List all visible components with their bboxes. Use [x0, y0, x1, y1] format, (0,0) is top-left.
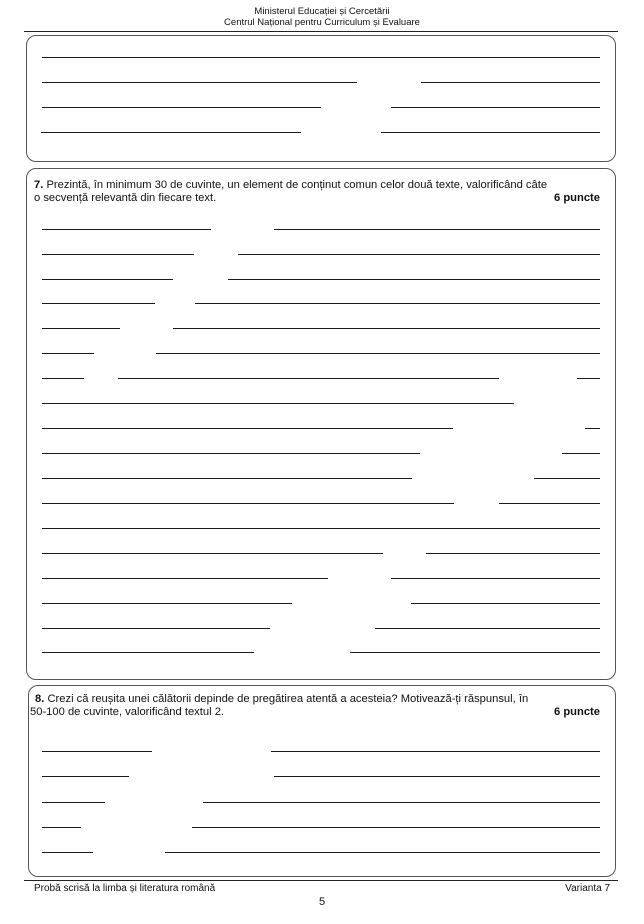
- page-number: 5: [318, 896, 326, 908]
- question-8-line2: 50-100 de cuvinte, valorificând textul 2.: [30, 706, 225, 718]
- question-7-number: 7.: [34, 179, 44, 191]
- footer-rule: [24, 880, 618, 881]
- answer-line[interactable]: [42, 578, 328, 579]
- answer-line[interactable]: [42, 652, 254, 653]
- answer-line[interactable]: [42, 503, 454, 504]
- header-center: Centrul Național pentru Curriculum și Evaluare: [224, 17, 420, 28]
- answer-line[interactable]: [195, 303, 600, 304]
- answer-line[interactable]: [42, 303, 155, 304]
- answer-line[interactable]: [391, 578, 600, 579]
- question-7-text: [34, 179, 614, 192]
- question-8-text: [35, 693, 615, 706]
- answer-line[interactable]: [42, 528, 600, 529]
- answer-line[interactable]: [375, 628, 600, 629]
- answer-line[interactable]: [165, 852, 600, 853]
- answer-line[interactable]: [228, 279, 600, 280]
- answer-line[interactable]: [42, 107, 321, 108]
- answer-line[interactable]: [271, 751, 600, 752]
- answer-line[interactable]: [421, 82, 600, 83]
- answer-line[interactable]: [42, 628, 270, 629]
- answer-line[interactable]: [42, 82, 357, 83]
- answer-line[interactable]: [274, 776, 600, 777]
- answer-line[interactable]: [42, 279, 173, 280]
- answer-line[interactable]: [42, 852, 93, 853]
- header-rule: [24, 31, 618, 32]
- footer-variant: Varianta 7: [565, 883, 610, 894]
- answer-line[interactable]: [426, 553, 600, 554]
- answer-line[interactable]: [391, 107, 600, 108]
- answer-line[interactable]: [42, 553, 383, 554]
- question-8-line1: Crezi că reușita unei călătorii depinde de pregătirea atentă a acesteia? Motivează-ți răspunsul, în: [47, 693, 529, 705]
- answer-line[interactable]: [238, 254, 600, 255]
- answer-line[interactable]: [42, 378, 84, 379]
- question-8-number: 8.: [35, 693, 45, 705]
- answer-line[interactable]: [42, 328, 120, 329]
- answer-line[interactable]: [203, 802, 600, 803]
- answer-line[interactable]: [381, 132, 600, 133]
- question-7-points: 6 puncte: [553, 192, 600, 204]
- answer-line[interactable]: [577, 378, 600, 379]
- answer-line[interactable]: [42, 776, 129, 777]
- answer-line[interactable]: [42, 229, 211, 230]
- answer-line[interactable]: [274, 229, 600, 230]
- answer-line[interactable]: [42, 254, 194, 255]
- answer-line[interactable]: [42, 428, 453, 429]
- header-ministry: Ministerul Educației și Cercetării: [254, 6, 390, 17]
- answer-line[interactable]: [42, 57, 600, 58]
- answer-line[interactable]: [42, 802, 105, 803]
- answer-line[interactable]: [42, 478, 412, 479]
- answer-line[interactable]: [42, 353, 94, 354]
- answer-line[interactable]: [192, 827, 600, 828]
- question-7-line2: o secvență relevantă din fiecare text.: [34, 192, 217, 204]
- question-8-points: 6 puncte: [553, 706, 600, 718]
- answer-box-previous: [26, 35, 616, 162]
- answer-line[interactable]: [42, 403, 514, 404]
- answer-line[interactable]: [42, 603, 292, 604]
- question-7-line1: Prezintă, în minimum 30 de cuvinte, un element de conținut comun celor două texte, valorificând câte: [46, 179, 548, 191]
- answer-line[interactable]: [42, 453, 420, 454]
- answer-line[interactable]: [42, 751, 152, 752]
- answer-line[interactable]: [585, 428, 600, 429]
- footer-exam-title: Probă scrisă la limba și literatura română: [34, 883, 216, 894]
- answer-line[interactable]: [42, 827, 81, 828]
- answer-line[interactable]: [118, 378, 499, 379]
- answer-line[interactable]: [411, 603, 600, 604]
- answer-line[interactable]: [156, 353, 600, 354]
- answer-line[interactable]: [41, 132, 301, 133]
- answer-line[interactable]: [499, 503, 600, 504]
- answer-line[interactable]: [562, 453, 600, 454]
- answer-line[interactable]: [534, 478, 600, 479]
- answer-line[interactable]: [173, 328, 600, 329]
- answer-line[interactable]: [350, 652, 600, 653]
